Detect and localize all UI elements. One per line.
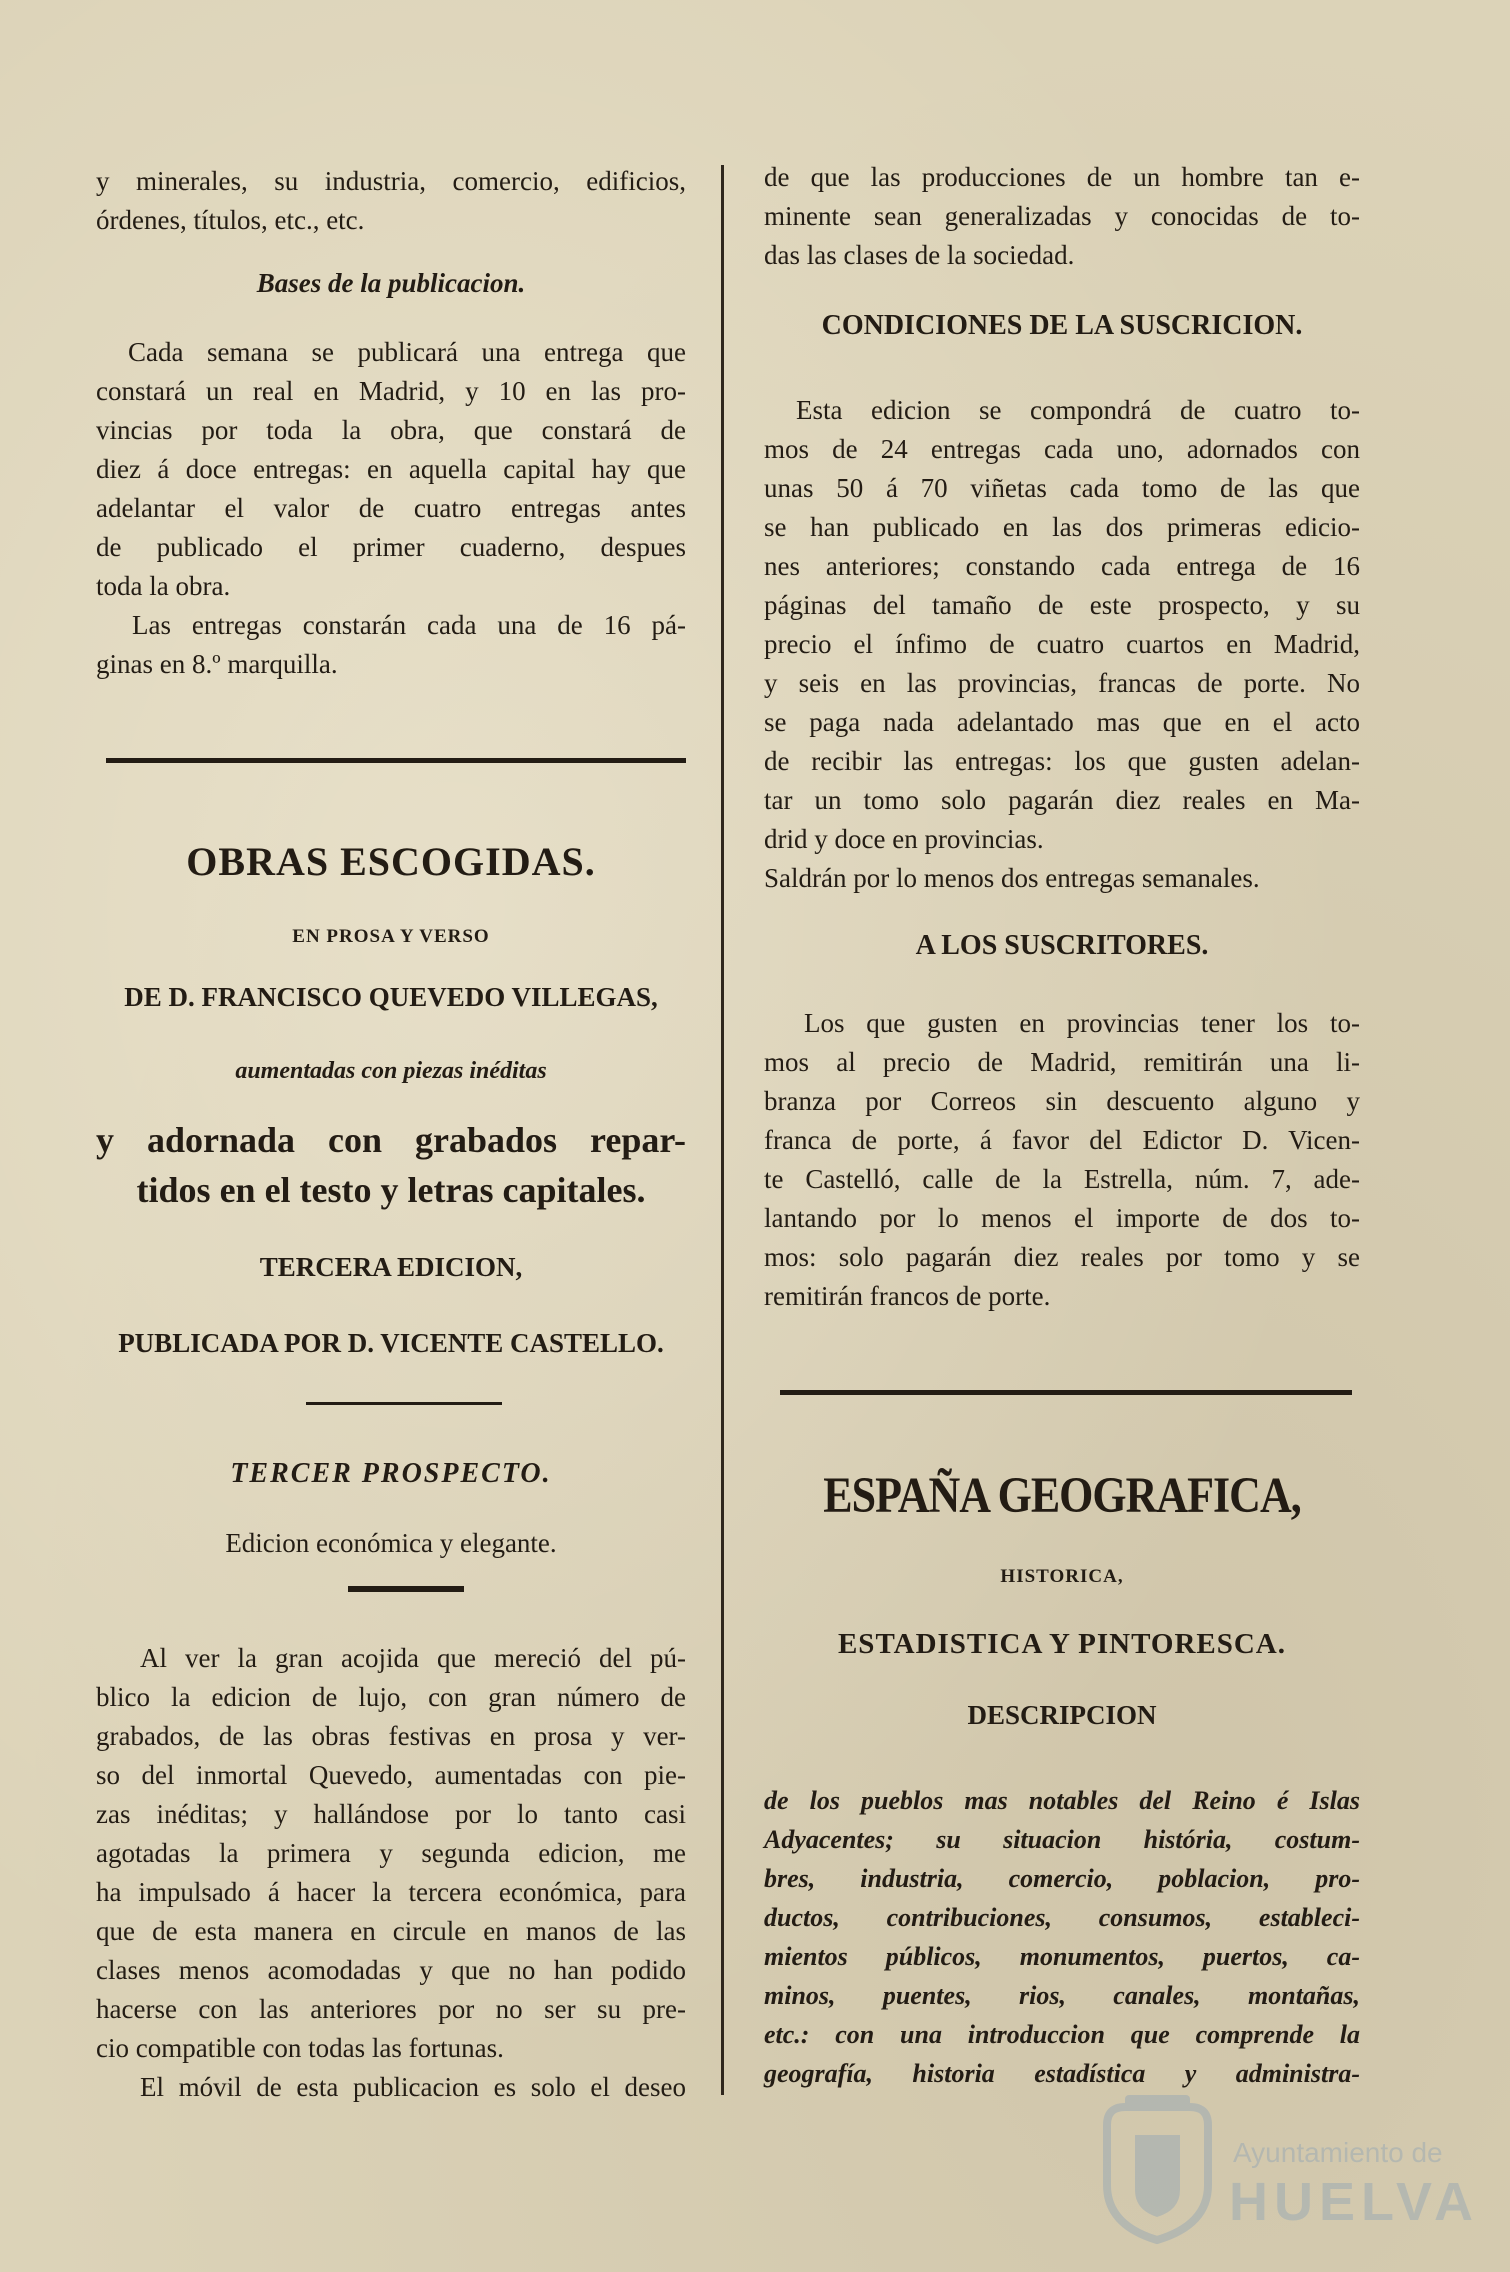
aumentadas-line: aumentadas con piezas inéditas xyxy=(235,1058,547,1084)
text-line: unas 50 á 70 viñetas cada tomo de las que xyxy=(764,473,1360,503)
section-rule xyxy=(106,758,686,763)
text-line: Los que gusten en provincias tener los to- xyxy=(804,1008,1360,1038)
text-line: órdenes, títulos, etc., etc. xyxy=(96,205,365,235)
text-line: mos de 24 entregas cada uno, adornados con xyxy=(764,434,1360,464)
publicada-line: PUBLICADA POR D. VICENTE CASTELLO. xyxy=(118,1328,664,1358)
adornada-paragraph xyxy=(96,1115,686,1215)
text-line: franca de porte, á favor del Edictor D. Vicen- xyxy=(764,1125,1360,1155)
bases-paragraph-2 xyxy=(96,606,686,684)
text-line: constará un real en Madrid, y 10 en las pro- xyxy=(96,376,686,406)
text-line: de recibir las entregas: los que gusten adelan- xyxy=(764,746,1360,776)
text-line: y adornada con grabados repar- xyxy=(96,1120,686,1160)
text-line: cio compatible con todas las fortunas. xyxy=(96,2033,504,2063)
author-line: DE D. FRANCISCO QUEVEDO VILLEGAS, xyxy=(124,982,658,1012)
obras-title: OBRAS ESCOGIDAS. xyxy=(186,839,596,884)
prospecto-body xyxy=(96,1639,686,2107)
text-line: Saldrán por lo menos dos entregas semanales. xyxy=(764,863,1260,893)
estadistica-line: ESTADISTICA Y PINTORESCA. xyxy=(837,1628,1287,1660)
text-line: páginas del tamaño de este prospecto, y su xyxy=(764,590,1360,620)
short-rule xyxy=(306,1402,502,1405)
text-line: vincias por toda la obra, que constará de xyxy=(96,415,686,445)
text-line: das las clases de la sociedad. xyxy=(764,240,1075,270)
text-line: ha impulsado á hacer la tercera económica, para xyxy=(96,1877,686,1907)
text-line: minente sean generalizadas y conocidas de to- xyxy=(764,201,1360,231)
text-line: que de esta manera en circule en manos de las xyxy=(96,1916,686,1946)
text-line: remitirán francos de porte. xyxy=(764,1281,1051,1311)
watermark-line-2: HUELVA xyxy=(1229,2172,1479,2232)
text-line: Las entregas constarán cada una de 16 pá- xyxy=(132,610,686,640)
text-line: zas inéditas; y hallándose por lo tanto casi xyxy=(96,1799,686,1829)
text-line: Al ver la gran acojida que mereció del pú- xyxy=(140,1643,686,1673)
text-line: te Castelló, calle de la Estrella, núm. 7, ade- xyxy=(764,1164,1360,1194)
text-line: y seis en las provincias, francas de porte. No xyxy=(764,668,1360,698)
section-rule xyxy=(780,1390,1352,1395)
historica-line: HISTORICA, xyxy=(1000,1566,1124,1587)
text-line: precio el ínfimo de cuatro cuartos en Madrid, xyxy=(764,629,1360,659)
text-line: geografía, historia estadística y administra- xyxy=(764,2059,1360,2088)
text-line: ginas en 8.º marquilla. xyxy=(96,649,338,679)
text-line: etc.: con una introduccion que comprende la xyxy=(764,2020,1360,2049)
text-line: grabados, de las obras festivas en prosa y ver- xyxy=(96,1721,686,1751)
intro-paragraph xyxy=(96,162,686,240)
text-line: tar un tomo solo pagarán diez reales en Ma- xyxy=(764,785,1360,815)
text-line: toda la obra. xyxy=(96,571,231,601)
condiciones-heading: CONDICIONES DE LA SUSCRICION. xyxy=(821,310,1303,341)
text-line: clases menos acomodadas y que no han podido xyxy=(96,1955,686,1985)
text-line: de los pueblos mas notables del Reino é Islas xyxy=(764,1786,1360,1815)
condiciones-paragraph xyxy=(764,391,1360,898)
text-line: drid y doce en provincias. xyxy=(764,824,1044,854)
watermark-line-1: Ayuntamiento de xyxy=(1233,2137,1443,2168)
suscritores-heading: A LOS SUSCRITORES. xyxy=(915,930,1209,961)
text-line: minos, puentes, rios, canales, montañas, xyxy=(764,1981,1360,2010)
text-line: diez á doce entregas: en aquella capital hay que xyxy=(96,454,686,484)
text-line: mos al precio de Madrid, remitirán una li- xyxy=(764,1047,1360,1077)
text-line: de que las producciones de un hombre tan e- xyxy=(764,162,1360,192)
descripcion-heading: DESCRIPCION xyxy=(967,1700,1157,1730)
shield-icon xyxy=(1095,2095,1220,2245)
short-rule-thick xyxy=(348,1586,464,1592)
text-line: mientos públicos, monumentos, puertos, ca- xyxy=(764,1942,1360,1971)
text-line: mos: solo pagarán diez reales por tomo y se xyxy=(764,1242,1360,1272)
espana-title: ESPAÑA GEOGRAFICA, xyxy=(823,1467,1301,1524)
text-line: hacerse con las anteriores por no ser su pre- xyxy=(96,1994,686,2024)
text-line: se han publicado en las dos primeras edicio- xyxy=(764,512,1360,542)
text-line: bres, industria, comercio, poblacion, pro- xyxy=(764,1864,1360,1893)
bases-heading: Bases de la publicacion. xyxy=(256,268,526,298)
ayuntamiento-watermark xyxy=(1095,2095,1479,2245)
text-line: El móvil de esta publicacion es solo el deseo xyxy=(140,2072,686,2102)
text-line: Esta edicion se compondrá de cuatro to- xyxy=(796,395,1360,425)
prospecto-heading: TERCER PROSPECTO. xyxy=(230,1458,552,1489)
text-line: de publicado el primer cuaderno, despues xyxy=(96,532,686,562)
text-line: nes anteriores; constando cada entrega de 16 xyxy=(764,551,1360,581)
text-line: branza por Correos sin descuento alguno y xyxy=(764,1086,1360,1116)
column-divider xyxy=(721,165,724,2095)
text-line: adelantar el valor de cuatro entregas antes xyxy=(96,493,686,523)
suscritores-paragraph xyxy=(764,1004,1360,1316)
economica-line: Edicion económica y elegante. xyxy=(225,1528,557,1558)
text-line: tidos en el testo y letras capitales. xyxy=(136,1170,646,1210)
bases-paragraph-1 xyxy=(96,333,686,606)
text-line: blico la edicion de lujo, con gran número de xyxy=(96,1682,686,1712)
text-line: Adyacentes; su situacion história, costum- xyxy=(764,1825,1360,1854)
prosa-verso-subtitle: EN PROSA Y VERSO xyxy=(292,926,490,947)
text-line: Cada semana se publicará una entrega que xyxy=(128,337,686,367)
text-line: ductos, contribuciones, consumos, estableci- xyxy=(764,1903,1360,1932)
edicion-line: TERCERA EDICION, xyxy=(259,1252,523,1282)
text-line: agotadas la primera y segunda edicion, me xyxy=(96,1838,686,1868)
text-line: se paga nada adelantado mas que en el acto xyxy=(764,707,1360,737)
text-line: lantando por lo menos el importe de dos to- xyxy=(764,1203,1360,1233)
text-line: so del inmortal Quevedo, aumentadas con pie- xyxy=(96,1760,686,1790)
continuation-paragraph xyxy=(764,158,1360,275)
descripcion-paragraph xyxy=(764,1781,1360,2093)
text-line: y minerales, su industria, comercio, edificios, xyxy=(96,166,686,196)
